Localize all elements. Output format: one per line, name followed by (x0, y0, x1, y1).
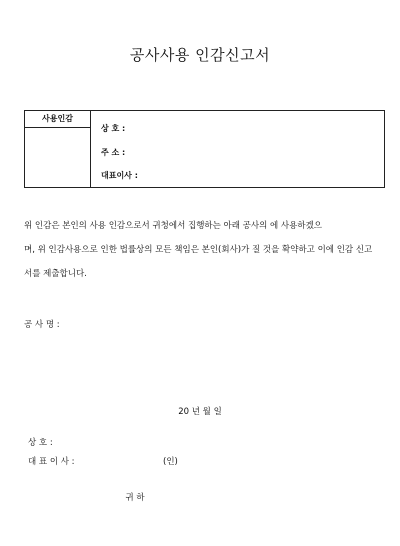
body-line: 서를 제출합니다. (24, 269, 87, 279)
body-paragraph (24, 214, 392, 286)
body-line: 위 인감은 본인의 사용 인감으로서 귀청에서 집행하는 아래 공사의 에 사용하겠으 (24, 221, 322, 231)
date-line: 20 년 월 일 (178, 407, 222, 417)
stamp-column (25, 111, 91, 187)
signature-ceo: 대 표 이 사 : (28, 457, 75, 467)
address-field: 주 소 : (101, 148, 126, 157)
body-line: 며, 위 인감사용으로 인한 법률상의 모든 책임은 본인(회사)가 질 것을 확약하고 이에 인감 신고 (24, 245, 373, 255)
ceo-field: 대표이사 : (101, 171, 138, 180)
seal-mark: (인) (163, 457, 178, 467)
project-name-label: 공 사 명 : (24, 320, 60, 330)
receiver-line: 귀 하 (125, 493, 145, 503)
page-title: 공사사용 인감신고서 (129, 46, 271, 64)
company-name-field: 상 호 : (101, 124, 126, 133)
signature-company: 상 호 : (28, 438, 53, 448)
stamp-box (24, 110, 385, 188)
stamp-header: 사용인감 (25, 111, 90, 128)
